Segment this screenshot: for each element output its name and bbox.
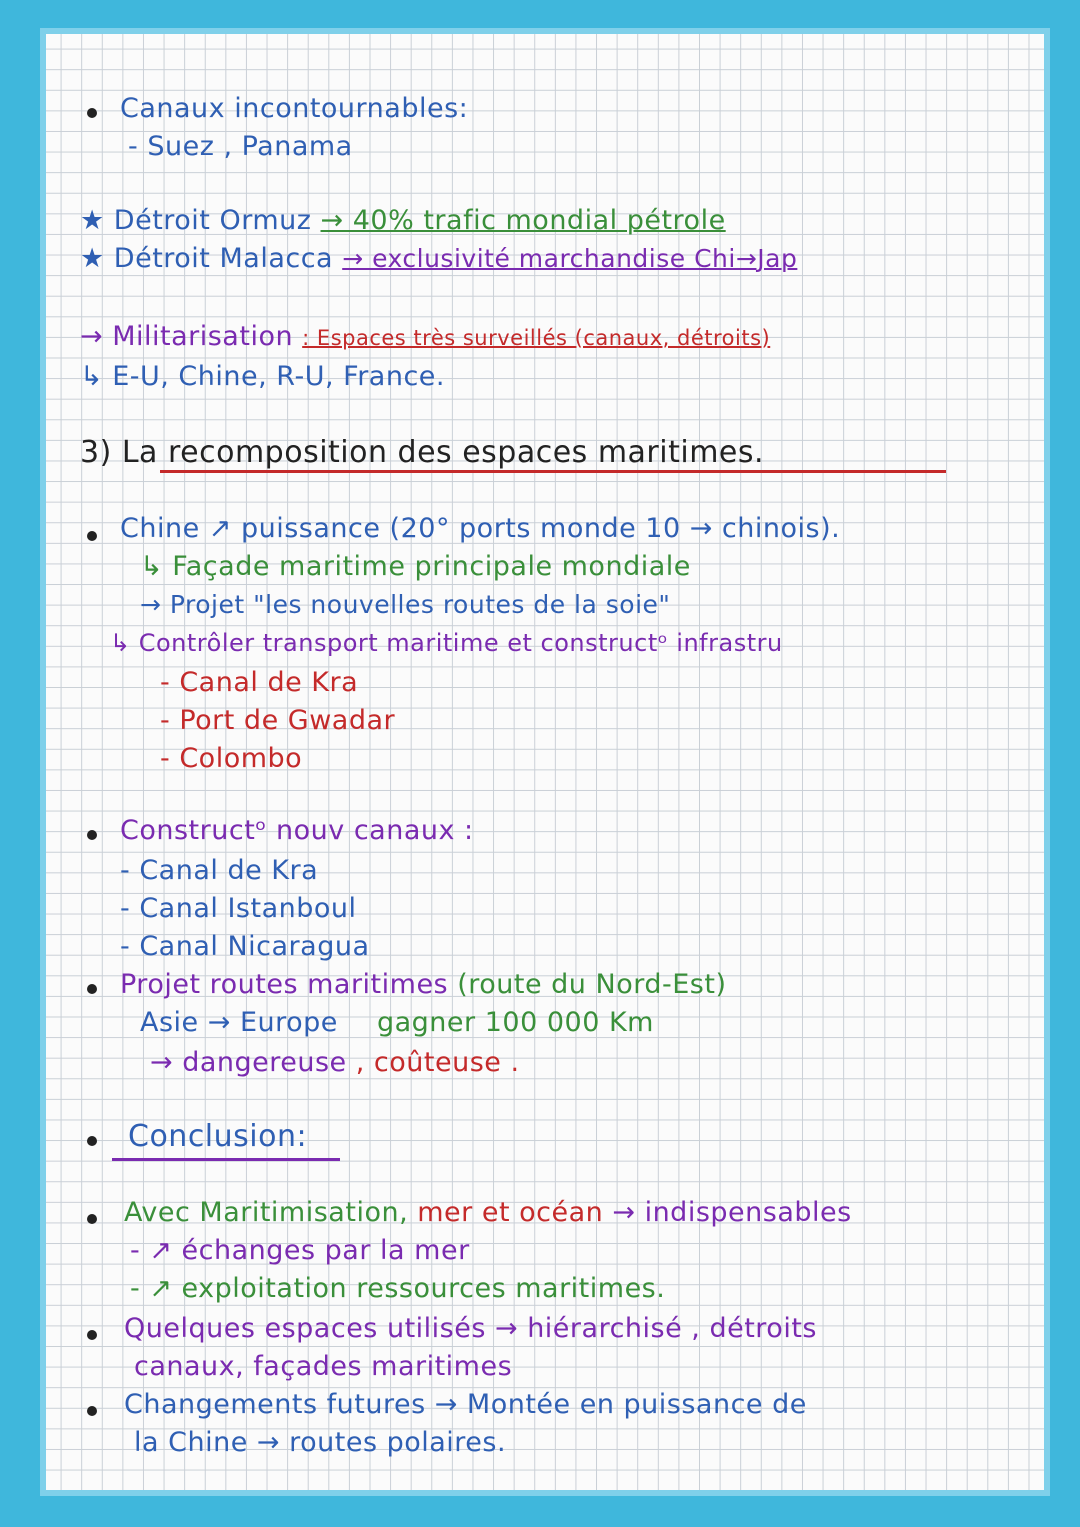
quelques-line-2: canaux, façades maritimes <box>134 1351 513 1382</box>
bullet <box>87 108 97 118</box>
bullet <box>87 1214 97 1224</box>
militarisation-detail: : Espaces très surveillés (canaux, détroits) <box>302 326 771 350</box>
indispensables: → indispensables <box>612 1197 852 1228</box>
bullet <box>87 830 97 840</box>
facade-line: ↳ Façade maritime principale mondiale <box>140 551 691 582</box>
militarisation <box>80 320 770 355</box>
detroit-malacca-detail: → exclusivité marchandise Chi→Jap <box>342 244 798 273</box>
canal-nicaragua: - Canal Nicaragua <box>120 931 370 962</box>
couteuse-label: , coûteuse . <box>355 1047 520 1078</box>
notebook-page <box>40 28 1050 1496</box>
exploitation-line: - ↗ exploitation ressources maritimes. <box>130 1273 666 1304</box>
detroit-ormuz <box>80 204 726 238</box>
section3-title: 3) La recomposition des espaces maritimes. <box>80 435 765 470</box>
kra-item: - Canal de Kra <box>160 667 359 698</box>
projet-line: → Projet "les nouvelles routes de la soie" <box>140 590 671 619</box>
changements-line-1: Changements futures → Montée en puissance de <box>124 1389 807 1420</box>
militarisation-label: → Militarisation <box>80 321 294 352</box>
canaux-list: - Suez , Panama <box>128 131 353 162</box>
bullet <box>87 531 97 541</box>
dangereuse-label: → dangereuse <box>150 1047 347 1078</box>
detroit-malacca <box>80 242 797 276</box>
projet-routes-label: Projet routes maritimes <box>120 969 449 1000</box>
asie-europe-detail: gagner 100 000 Km <box>376 1007 654 1038</box>
construct-title: Constructᵒ nouv canaux : <box>120 815 474 846</box>
detroit-malacca-label: ★ Détroit Malacca <box>80 243 334 274</box>
asie-europe-label: Asie → Europe <box>140 1007 338 1038</box>
asie-europe <box>140 1006 654 1040</box>
chine-line: Chine ↗ puissance (20° ports monde 10 → chinois). <box>120 513 841 544</box>
title-underline <box>160 470 946 473</box>
controler-line: ↳ Contrôler transport maritime et constructᵒ infrastru <box>110 629 783 657</box>
detroit-ormuz-detail: → 40% trafic mondial pétrole <box>320 205 726 236</box>
mer-ocean: mer et océan <box>417 1197 604 1228</box>
echanges-line: - ↗ échanges par la mer <box>130 1235 470 1266</box>
dangereuse-line <box>150 1046 520 1080</box>
colombo-item: - Colombo <box>160 743 303 774</box>
canal-istanboul: - Canal Istanboul <box>120 893 357 924</box>
gwadar-item: - Port de Gwadar <box>160 705 396 736</box>
conclusion-title: Conclusion: <box>128 1119 308 1154</box>
changements-line-2: la Chine → routes polaires. <box>134 1427 507 1458</box>
projet-routes <box>120 968 726 1002</box>
militarisation-countries: ↳ E-U, Chine, R-U, France. <box>80 361 445 392</box>
bullet <box>87 984 97 994</box>
canaux-title: Canaux incontournables: <box>120 93 469 124</box>
bullet <box>87 1136 97 1146</box>
bullet <box>87 1406 97 1416</box>
canal-kra: - Canal de Kra <box>120 855 319 886</box>
bullet <box>87 1330 97 1340</box>
quelques-line-1: Quelques espaces utilisés → hiérarchisé , détroits <box>124 1313 817 1344</box>
conclusion-underline <box>112 1158 340 1161</box>
avec-line <box>124 1196 852 1230</box>
projet-routes-detail: (route du Nord-Est) <box>457 969 727 1000</box>
avec-label: Avec Maritimisation, <box>124 1197 409 1228</box>
detroit-ormuz-label: ★ Détroit Ormuz <box>80 205 312 236</box>
